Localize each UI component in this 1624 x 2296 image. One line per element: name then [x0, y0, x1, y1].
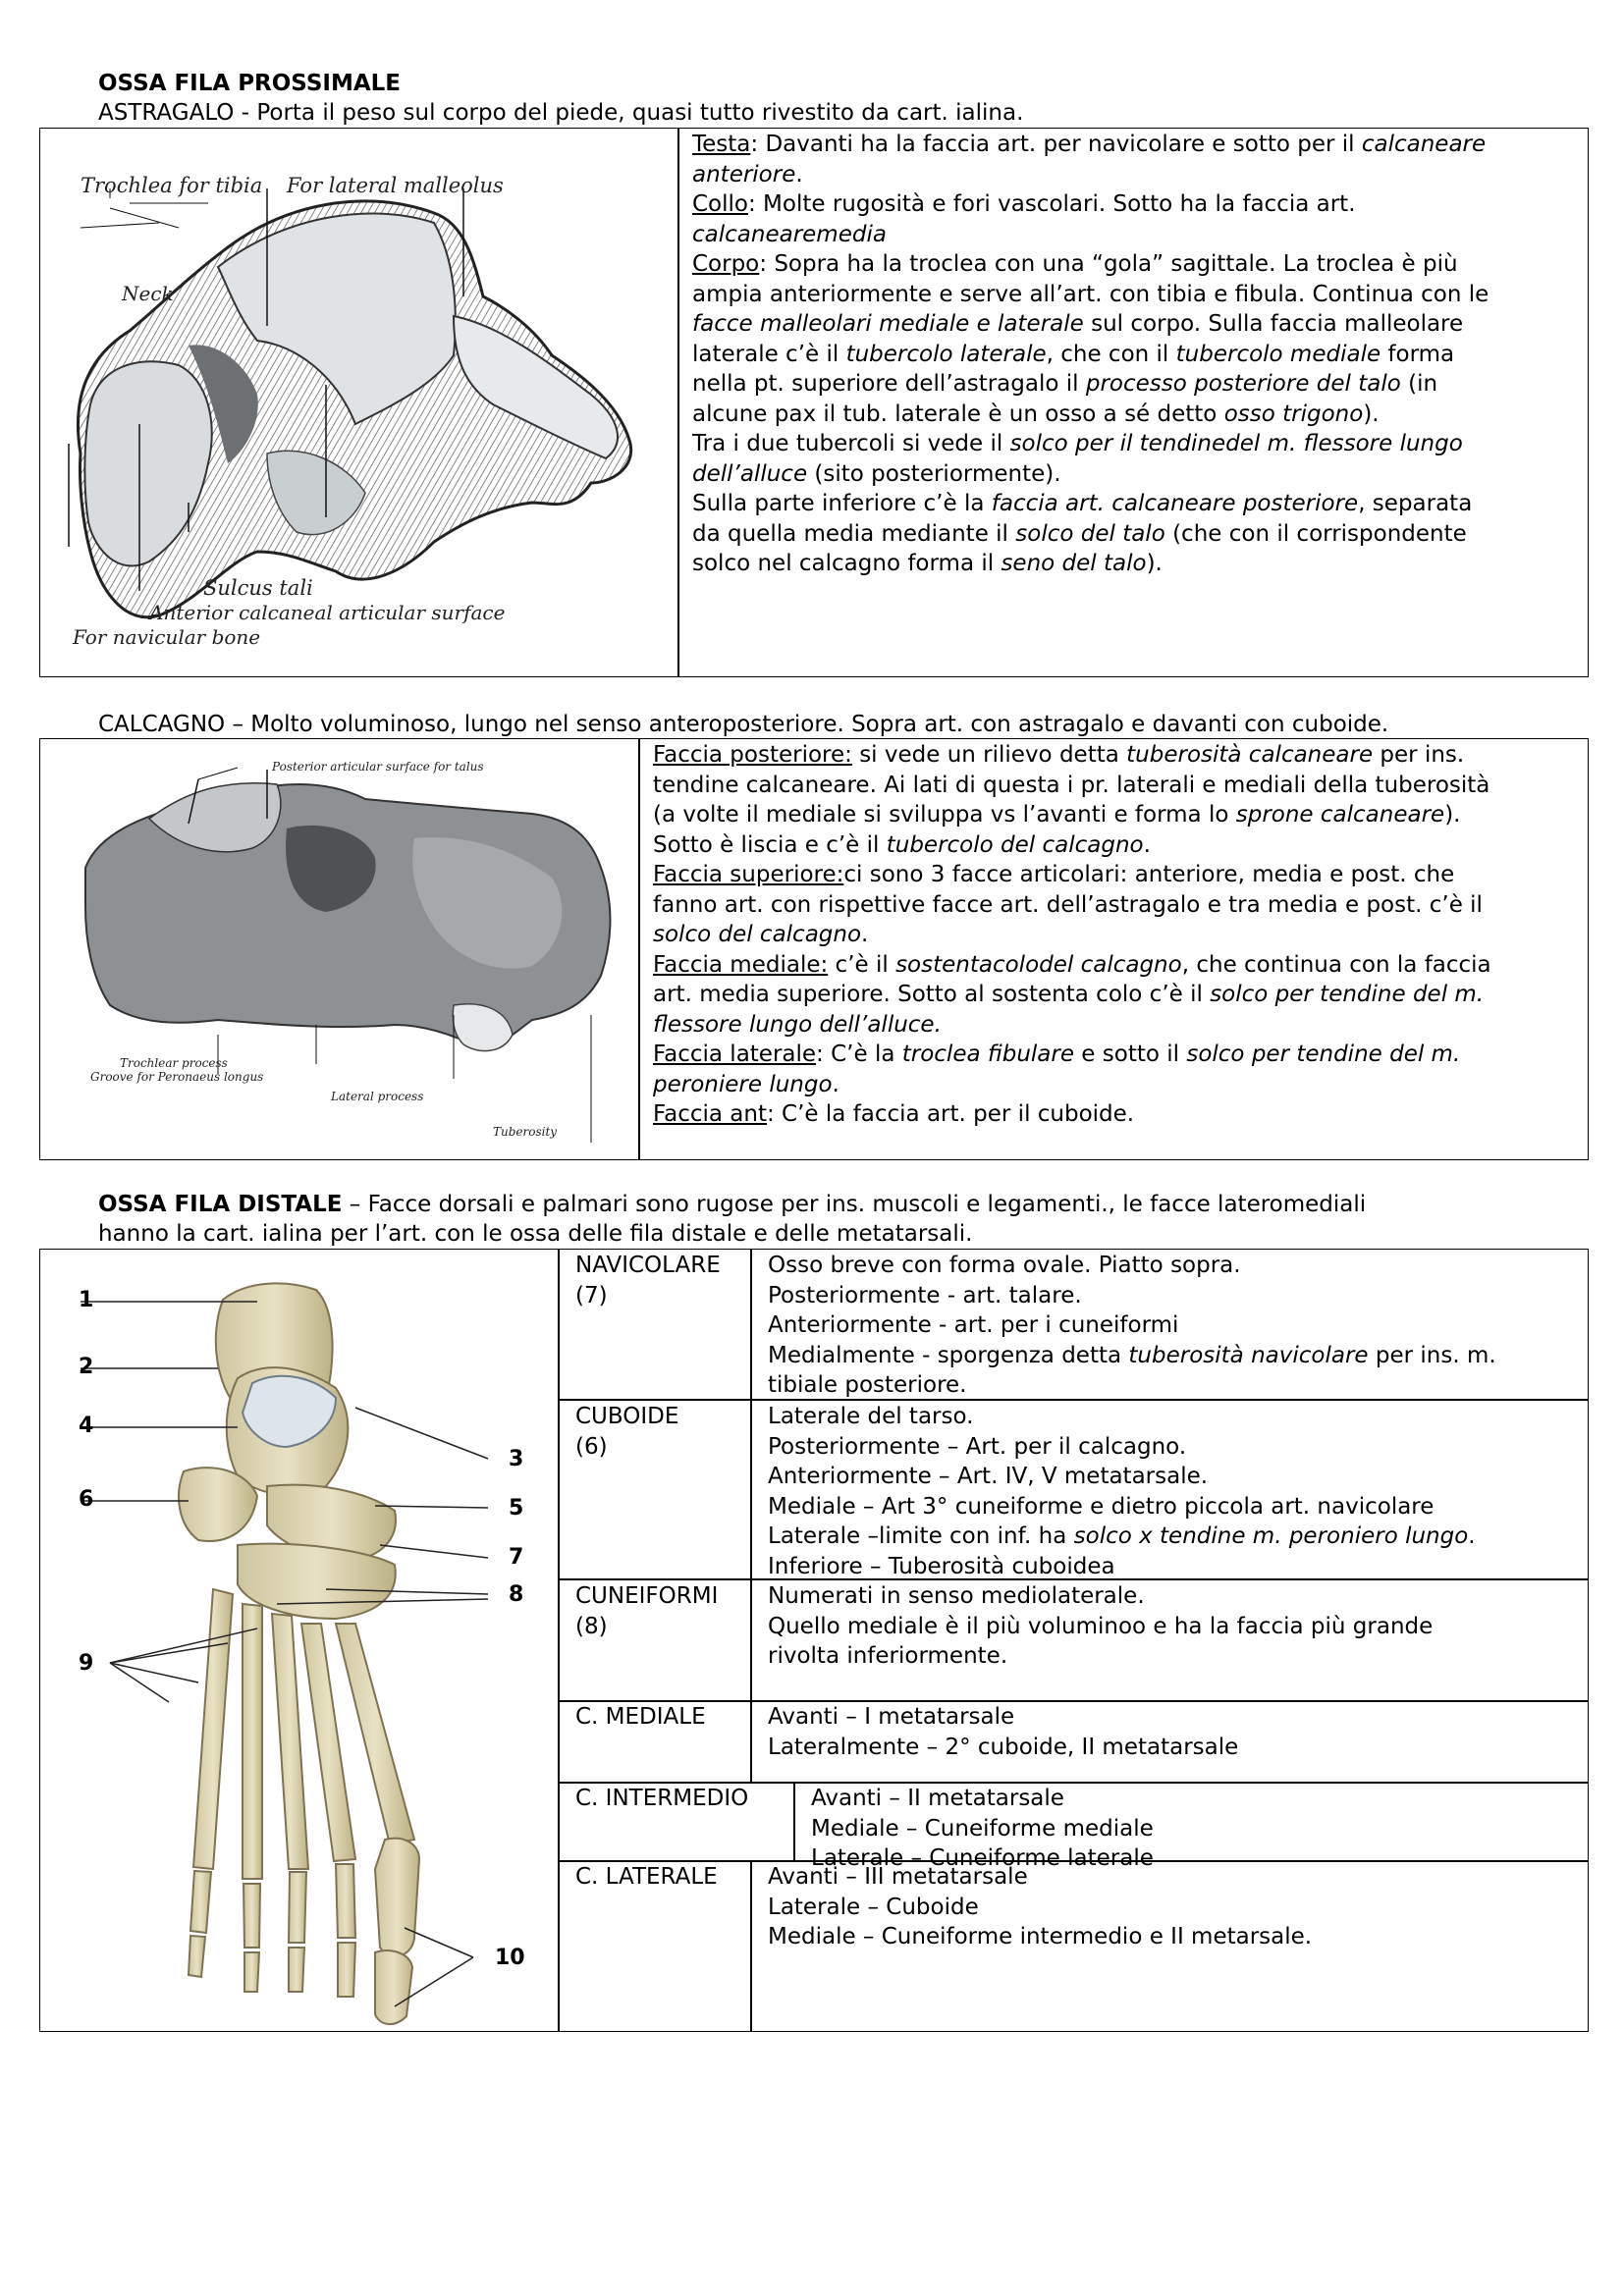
- text-span: flessore lungo dell’alluce.: [653, 1011, 942, 1038]
- cell-text: Laterale – Cuboide: [768, 1894, 979, 1920]
- faccia-posteriore-label: Faccia posteriore:: [653, 742, 852, 768]
- figure-number-8: 8: [509, 1582, 524, 1607]
- cell-text: (6): [575, 1433, 608, 1460]
- text-span: anteriore: [692, 161, 796, 187]
- text-span: laterale c’è il: [692, 341, 846, 367]
- text-span: faccia art. calcaneare posteriore: [991, 491, 1359, 516]
- text-span: , separata: [1358, 491, 1473, 516]
- calcagno-description: [653, 740, 1581, 1130]
- table-divider: [677, 128, 679, 677]
- row-c-laterale-name: [575, 1862, 718, 1893]
- text-span: solco per il tendinedel m. flessore lungo: [1009, 431, 1463, 456]
- testa-label: Testa: [692, 132, 751, 157]
- cell-text: CUNEIFORMI: [575, 1583, 719, 1609]
- figure-number-5: 5: [509, 1496, 524, 1521]
- text-span: calcaneare: [1361, 132, 1487, 157]
- cell-text: tuberosità navicolare: [1128, 1342, 1369, 1368]
- text-span: ).: [1444, 802, 1461, 828]
- cell-text: .: [1468, 1523, 1476, 1549]
- collo-label: Collo: [692, 191, 748, 217]
- cell-text: Avanti – I metatarsale: [768, 1704, 1015, 1730]
- text-span: Tra i due tubercoli si vede il: [692, 431, 1010, 456]
- text-span: e sotto il: [1074, 1041, 1187, 1067]
- text-span: sostentacolodel calcagno: [895, 951, 1182, 978]
- text-span: peroniere lungo: [653, 1071, 833, 1097]
- text-span: solco del talo: [1015, 520, 1165, 547]
- text-span: tuberosità calcaneare: [1126, 742, 1374, 768]
- text-span: (sito posteriormente).: [807, 460, 1061, 487]
- label-groove-peronaeus: Groove for Peronaeus longus: [90, 1070, 264, 1084]
- row-c-intermedio-desc: [811, 1784, 1577, 1874]
- text-span: ).: [1146, 551, 1163, 576]
- text-span: .: [1143, 831, 1151, 858]
- text-span: tubercolo mediale: [1175, 341, 1381, 367]
- cell-text: Mediale – Cuneiforme mediale: [811, 1815, 1154, 1842]
- label-tuberosity: Tuberosity: [493, 1125, 558, 1139]
- text-span: da quella media mediante il: [692, 520, 1016, 547]
- text-span: (in: [1400, 371, 1438, 397]
- cell-text: Laterale – Cuneiforme laterale: [811, 1845, 1154, 1871]
- figure-number-2: 2: [79, 1355, 94, 1379]
- text-span: tubercolo del calcagno: [886, 831, 1144, 858]
- cell-text: Inferiore – Tuberosità cuboidea: [768, 1553, 1115, 1579]
- text-span: .: [861, 922, 869, 947]
- text-span: per ins.: [1373, 742, 1465, 768]
- cell-text: Lateralmente – 2° cuboide, II metatarsale: [768, 1734, 1239, 1760]
- text-span: ampia anteriormente e serve all’art. con tibia e fibula. Continua con le: [692, 281, 1489, 307]
- text-span: sprone calcaneare: [1235, 802, 1445, 828]
- cell-text: NAVICOLARE: [575, 1253, 721, 1278]
- text-span: solco del calcagno: [653, 922, 862, 947]
- cell-text: Osso breve con forma ovale. Piatto sopra.: [768, 1253, 1241, 1278]
- foot-figure: [41, 1251, 556, 2030]
- text-span: ci sono 3 facce articolari: anteriore, media e post. che: [843, 862, 1455, 887]
- cell-text: Mediale – Cuneiforme intermedio e II metarsale.: [768, 1924, 1313, 1949]
- corpo-label: Corpo: [692, 251, 760, 277]
- astragalo-subtitle: ASTRAGALO - Porta il peso sul corpo del piede, quasi tutto rivestito da cart. ialina.: [98, 100, 1024, 126]
- label-lateral-malleolus: For lateral malleolus: [287, 174, 504, 197]
- text-span: solco nel calcagno forma il: [692, 551, 1001, 576]
- faccia-ant-label: Faccia ant: [653, 1101, 767, 1127]
- label-sulcus: Sulcus tali: [203, 576, 313, 600]
- text-span: osso trigono: [1223, 400, 1364, 427]
- row-cuboide-name: [575, 1402, 678, 1462]
- label-lateral-process: Lateral process: [331, 1090, 424, 1103]
- text-span: : Davanti ha la faccia art. per navicolare e sotto per il: [750, 132, 1362, 157]
- row-c-mediale-name: [575, 1702, 706, 1733]
- section-heading-distal: OSSA FILA DISTALE: [98, 1192, 343, 1217]
- text-span: ).: [1363, 400, 1380, 427]
- text-span: calcanearemedia: [692, 221, 887, 247]
- label-trochlea: Trochlea for tibia: [81, 174, 263, 197]
- text-span: – Facce dorsali e palmari sono rugose per ins. muscoli e legamenti., le facce lateromediali: [342, 1192, 1367, 1217]
- cell-text: Medialmente - sporgenza detta: [768, 1342, 1129, 1368]
- talus-figure: [41, 130, 676, 675]
- text-span: c’è il: [828, 951, 896, 978]
- text-span: , che con il: [1046, 341, 1176, 367]
- text-span: : C’è la faccia art. per il cuboide.: [767, 1101, 1135, 1127]
- distal-subtitle-line-1: [98, 1190, 1366, 1219]
- text-span: .: [832, 1071, 839, 1097]
- cell-text: Numerati in senso mediolaterale.: [768, 1583, 1145, 1609]
- figure-number-3: 3: [509, 1447, 524, 1471]
- cell-text: Anteriormente – Art. IV, V metatarsale.: [768, 1464, 1209, 1489]
- text-span: alcune pax il tub. laterale è un osso a sé detto: [692, 400, 1224, 427]
- text-span: tubercolo laterale: [845, 341, 1047, 367]
- text-span: troclea fibulare: [901, 1041, 1074, 1067]
- figure-number-4: 4: [79, 1414, 94, 1438]
- text-span: nella pt. superiore dell’astragalo il: [692, 371, 1086, 397]
- table-divider: [638, 738, 640, 1160]
- foot-skeleton-illustration: [41, 1251, 556, 2030]
- text-span: : C’è la: [816, 1041, 902, 1067]
- cell-text: (8): [575, 1613, 608, 1639]
- cell-text: C. MEDIALE: [575, 1704, 706, 1730]
- text-span: Sotto è liscia e c’è il: [653, 831, 887, 858]
- text-span: si vede un rilievo detta: [851, 742, 1127, 768]
- cell-text: Laterale del tarso.: [768, 1404, 974, 1429]
- table-divider: [750, 1860, 752, 2032]
- text-span: seno del talo: [1001, 551, 1147, 576]
- text-span: facce malleolari mediale e laterale: [692, 311, 1084, 337]
- cell-text: CUBOIDE: [575, 1404, 679, 1429]
- text-span: (che con il corrispondente: [1164, 520, 1467, 547]
- label-anterior-calcaneal: Anterior calcaneal articular surface: [149, 601, 506, 624]
- cell-text: per ins. m.: [1368, 1342, 1496, 1368]
- cell-text: Posteriormente - art. talare.: [768, 1282, 1082, 1308]
- row-c-laterale-desc: [768, 1862, 1583, 1952]
- text-span: processo posteriore del talo: [1085, 371, 1401, 397]
- calcagno-subtitle: CALCAGNO – Molto voluminoso, lungo nel senso anteroposteriore. Sopra art. con astragalo e davanti con cuboide.: [98, 712, 1389, 737]
- cell-text: C. LATERALE: [575, 1864, 718, 1890]
- distal-subtitle-line-2: hanno la cart. ialina per l’art. con le ossa delle fila distale e delle metatarsali.: [98, 1221, 973, 1247]
- cell-text: (7): [575, 1282, 608, 1308]
- astragalo-description: [692, 130, 1576, 579]
- cell-text: C. INTERMEDIO: [575, 1786, 749, 1811]
- row-c-mediale-desc: [768, 1702, 1583, 1762]
- label-navicular: For navicular bone: [73, 625, 261, 649]
- text-span: Sulla parte inferiore c’è la: [692, 491, 992, 516]
- text-span: art. media superiore. Sotto al sostenta colo c’è il: [653, 982, 1211, 1007]
- cell-text: Mediale – Art 3° cuneiforme e dietro piccola art. navicolare: [768, 1493, 1435, 1520]
- cell-text: Laterale –limite con inf. ha: [768, 1523, 1074, 1549]
- row-navicolare-name: [575, 1251, 721, 1310]
- text-span: : Sopra ha la troclea con una “gola” sagittale. La troclea è più: [759, 251, 1458, 277]
- row-c-intermedio-name: [575, 1784, 748, 1814]
- cell-text: tibiale posteriore.: [768, 1372, 967, 1398]
- cell-text: solco x tendine m. peroniero lungo: [1073, 1523, 1469, 1549]
- label-trochlear-process: Trochlear process: [120, 1056, 228, 1070]
- figure-number-10: 10: [495, 1946, 525, 1970]
- text-span: fanno art. con rispettive facce art. dell’astragalo e tra media e post. c’è il: [653, 891, 1483, 918]
- row-cuboide-desc: [768, 1402, 1583, 1581]
- faccia-mediale-label: Faccia mediale:: [653, 951, 829, 978]
- calcaneus-figure: [41, 740, 636, 1158]
- table-divider: [793, 1782, 795, 1860]
- cell-text: Avanti – II metatarsale: [811, 1786, 1064, 1811]
- row-cuneiformi-name: [575, 1581, 718, 1641]
- table-divider: [750, 1249, 752, 1782]
- figure-number-6: 6: [79, 1487, 94, 1512]
- cell-text: Avanti – III metatarsale: [768, 1864, 1028, 1890]
- talus-illustration: [41, 130, 676, 675]
- text-span: dell’alluce: [692, 460, 808, 487]
- text-span: .: [795, 161, 803, 187]
- text-span: , che continua con la faccia: [1181, 951, 1491, 978]
- figure-number-1: 1: [79, 1288, 94, 1312]
- label-posterior-articular: Posterior articular surface for talus: [272, 760, 484, 774]
- cell-text: Quello mediale è il più voluminoo e ha la faccia più grande: [768, 1613, 1434, 1639]
- faccia-superiore-label: Faccia superiore:: [653, 862, 844, 887]
- cell-text: rivolta inferiormente.: [768, 1643, 1008, 1669]
- text-span: tendine calcaneare. Ai lati di questa i pr. laterali e mediali della tuberosità: [653, 772, 1490, 798]
- row-navicolare-desc: [768, 1251, 1583, 1401]
- label-neck: Neck: [122, 282, 174, 305]
- text-span: solco per tendine del m.: [1186, 1041, 1461, 1067]
- faccia-laterale-label: Faccia laterale: [653, 1041, 817, 1067]
- cell-text: Anteriormente - art. per i cuneiformi: [768, 1312, 1179, 1338]
- text-span: (a volte il mediale si sviluppa vs l’avanti e forma lo: [653, 802, 1236, 828]
- figure-number-9: 9: [79, 1651, 94, 1676]
- figure-number-7: 7: [509, 1545, 524, 1570]
- table-divider: [558, 1249, 560, 2032]
- row-cuneiformi-desc: [768, 1581, 1583, 1672]
- text-span: solco per tendine del m.: [1210, 982, 1485, 1007]
- text-span: sul corpo. Sulla faccia malleolare: [1083, 311, 1464, 337]
- section-heading-proximal: OSSA FILA PROSSIMALE: [98, 71, 402, 96]
- text-span: : Molte rugosità e fori vascolari. Sotto ha la faccia art.: [747, 191, 1356, 217]
- text-span: forma: [1380, 341, 1455, 367]
- cell-text: Posteriormente – Art. per il calcagno.: [768, 1433, 1187, 1460]
